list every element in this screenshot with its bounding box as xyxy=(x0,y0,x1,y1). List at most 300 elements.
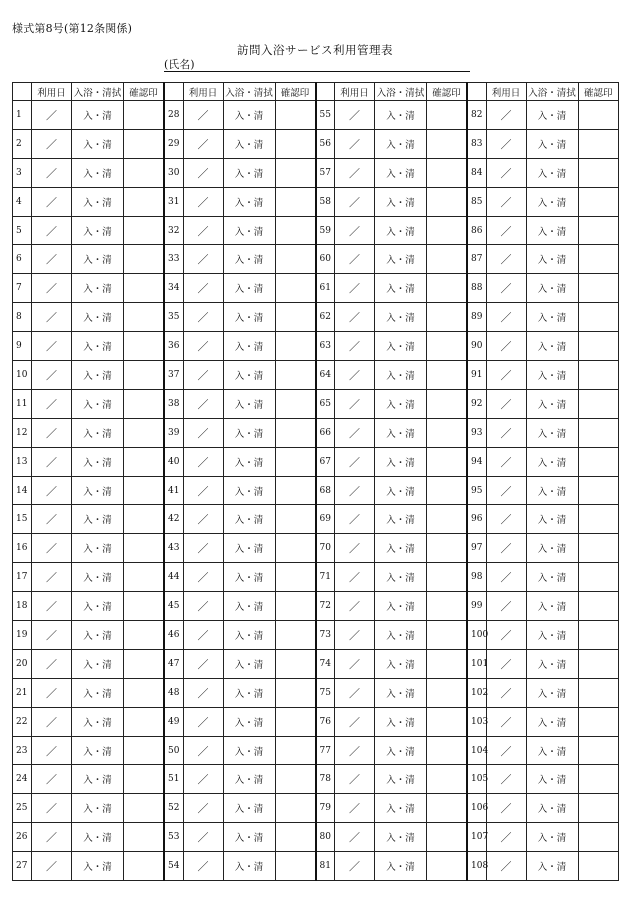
bath-type-cell[interactable]: 入・清 xyxy=(375,216,427,245)
confirm-seal-cell[interactable] xyxy=(275,852,316,881)
confirm-seal-cell[interactable] xyxy=(578,187,619,216)
use-date-cell[interactable]: ／ xyxy=(183,563,223,592)
bath-type-cell[interactable]: 入・清 xyxy=(375,274,427,303)
confirm-seal-cell[interactable] xyxy=(578,389,619,418)
confirm-seal-cell[interactable] xyxy=(275,678,316,707)
use-date-cell[interactable]: ／ xyxy=(486,274,526,303)
confirm-seal-cell[interactable] xyxy=(427,534,468,563)
confirm-seal-cell[interactable] xyxy=(578,852,619,881)
use-date-cell[interactable]: ／ xyxy=(486,592,526,621)
confirm-seal-cell[interactable] xyxy=(578,332,619,361)
confirm-seal-cell[interactable] xyxy=(578,707,619,736)
confirm-seal-cell[interactable] xyxy=(124,592,165,621)
use-date-cell[interactable]: ／ xyxy=(335,534,375,563)
bath-type-cell[interactable]: 入・清 xyxy=(72,592,124,621)
confirm-seal-cell[interactable] xyxy=(124,187,165,216)
confirm-seal-cell[interactable] xyxy=(275,707,316,736)
bath-type-cell[interactable]: 入・清 xyxy=(72,245,124,274)
confirm-seal-cell[interactable] xyxy=(275,534,316,563)
use-date-cell[interactable]: ／ xyxy=(486,418,526,447)
use-date-cell[interactable]: ／ xyxy=(32,361,72,390)
bath-type-cell[interactable]: 入・清 xyxy=(72,794,124,823)
bath-type-cell[interactable]: 入・清 xyxy=(526,852,578,881)
confirm-seal-cell[interactable] xyxy=(275,736,316,765)
confirm-seal-cell[interactable] xyxy=(275,794,316,823)
confirm-seal-cell[interactable] xyxy=(427,389,468,418)
confirm-seal-cell[interactable] xyxy=(275,245,316,274)
confirm-seal-cell[interactable] xyxy=(578,534,619,563)
bath-type-cell[interactable]: 入・清 xyxy=(526,736,578,765)
confirm-seal-cell[interactable] xyxy=(124,101,165,130)
bath-type-cell[interactable]: 入・清 xyxy=(526,563,578,592)
confirm-seal-cell[interactable] xyxy=(427,129,468,158)
confirm-seal-cell[interactable] xyxy=(427,332,468,361)
use-date-cell[interactable]: ／ xyxy=(183,534,223,563)
confirm-seal-cell[interactable] xyxy=(275,216,316,245)
confirm-seal-cell[interactable] xyxy=(275,158,316,187)
use-date-cell[interactable]: ／ xyxy=(486,736,526,765)
bath-type-cell[interactable]: 入・清 xyxy=(223,621,275,650)
bath-type-cell[interactable]: 入・清 xyxy=(72,823,124,852)
confirm-seal-cell[interactable] xyxy=(578,361,619,390)
confirm-seal-cell[interactable] xyxy=(578,736,619,765)
use-date-cell[interactable]: ／ xyxy=(486,476,526,505)
bath-type-cell[interactable]: 入・清 xyxy=(72,649,124,678)
confirm-seal-cell[interactable] xyxy=(275,129,316,158)
confirm-seal-cell[interactable] xyxy=(124,707,165,736)
confirm-seal-cell[interactable] xyxy=(124,505,165,534)
confirm-seal-cell[interactable] xyxy=(578,129,619,158)
confirm-seal-cell[interactable] xyxy=(427,707,468,736)
use-date-cell[interactable]: ／ xyxy=(486,534,526,563)
confirm-seal-cell[interactable] xyxy=(427,505,468,534)
use-date-cell[interactable]: ／ xyxy=(486,765,526,794)
confirm-seal-cell[interactable] xyxy=(427,794,468,823)
use-date-cell[interactable]: ／ xyxy=(335,389,375,418)
confirm-seal-cell[interactable] xyxy=(427,447,468,476)
bath-type-cell[interactable]: 入・清 xyxy=(526,794,578,823)
use-date-cell[interactable]: ／ xyxy=(32,736,72,765)
use-date-cell[interactable]: ／ xyxy=(335,361,375,390)
bath-type-cell[interactable]: 入・清 xyxy=(375,563,427,592)
bath-type-cell[interactable]: 入・清 xyxy=(72,534,124,563)
confirm-seal-cell[interactable] xyxy=(578,563,619,592)
bath-type-cell[interactable]: 入・清 xyxy=(223,389,275,418)
use-date-cell[interactable]: ／ xyxy=(335,158,375,187)
use-date-cell[interactable]: ／ xyxy=(32,678,72,707)
confirm-seal-cell[interactable] xyxy=(124,447,165,476)
bath-type-cell[interactable]: 入・清 xyxy=(223,794,275,823)
use-date-cell[interactable]: ／ xyxy=(486,303,526,332)
bath-type-cell[interactable]: 入・清 xyxy=(223,245,275,274)
use-date-cell[interactable]: ／ xyxy=(32,505,72,534)
confirm-seal-cell[interactable] xyxy=(124,621,165,650)
confirm-seal-cell[interactable] xyxy=(275,332,316,361)
confirm-seal-cell[interactable] xyxy=(427,621,468,650)
confirm-seal-cell[interactable] xyxy=(427,303,468,332)
confirm-seal-cell[interactable] xyxy=(578,505,619,534)
bath-type-cell[interactable]: 入・清 xyxy=(526,158,578,187)
bath-type-cell[interactable]: 入・清 xyxy=(526,303,578,332)
confirm-seal-cell[interactable] xyxy=(124,303,165,332)
use-date-cell[interactable]: ／ xyxy=(486,563,526,592)
use-date-cell[interactable]: ／ xyxy=(335,707,375,736)
bath-type-cell[interactable]: 入・清 xyxy=(375,592,427,621)
use-date-cell[interactable]: ／ xyxy=(486,678,526,707)
name-field[interactable] xyxy=(164,58,470,72)
bath-type-cell[interactable]: 入・清 xyxy=(526,447,578,476)
use-date-cell[interactable]: ／ xyxy=(32,216,72,245)
confirm-seal-cell[interactable] xyxy=(124,158,165,187)
use-date-cell[interactable]: ／ xyxy=(183,649,223,678)
bath-type-cell[interactable]: 入・清 xyxy=(223,216,275,245)
bath-type-cell[interactable]: 入・清 xyxy=(72,563,124,592)
use-date-cell[interactable]: ／ xyxy=(183,101,223,130)
bath-type-cell[interactable]: 入・清 xyxy=(375,621,427,650)
use-date-cell[interactable]: ／ xyxy=(183,158,223,187)
confirm-seal-cell[interactable] xyxy=(427,245,468,274)
use-date-cell[interactable]: ／ xyxy=(486,794,526,823)
use-date-cell[interactable]: ／ xyxy=(32,707,72,736)
confirm-seal-cell[interactable] xyxy=(427,852,468,881)
confirm-seal-cell[interactable] xyxy=(124,678,165,707)
confirm-seal-cell[interactable] xyxy=(578,447,619,476)
use-date-cell[interactable]: ／ xyxy=(486,361,526,390)
bath-type-cell[interactable]: 入・清 xyxy=(526,505,578,534)
confirm-seal-cell[interactable] xyxy=(124,129,165,158)
confirm-seal-cell[interactable] xyxy=(124,794,165,823)
use-date-cell[interactable]: ／ xyxy=(335,736,375,765)
bath-type-cell[interactable]: 入・清 xyxy=(72,505,124,534)
confirm-seal-cell[interactable] xyxy=(427,563,468,592)
bath-type-cell[interactable]: 入・清 xyxy=(375,823,427,852)
bath-type-cell[interactable]: 入・清 xyxy=(72,736,124,765)
confirm-seal-cell[interactable] xyxy=(427,216,468,245)
use-date-cell[interactable]: ／ xyxy=(335,332,375,361)
bath-type-cell[interactable]: 入・清 xyxy=(72,332,124,361)
use-date-cell[interactable]: ／ xyxy=(32,621,72,650)
use-date-cell[interactable]: ／ xyxy=(183,274,223,303)
bath-type-cell[interactable]: 入・清 xyxy=(526,274,578,303)
bath-type-cell[interactable]: 入・清 xyxy=(375,418,427,447)
use-date-cell[interactable]: ／ xyxy=(335,129,375,158)
use-date-cell[interactable]: ／ xyxy=(335,101,375,130)
use-date-cell[interactable]: ／ xyxy=(32,303,72,332)
use-date-cell[interactable]: ／ xyxy=(32,158,72,187)
use-date-cell[interactable]: ／ xyxy=(486,129,526,158)
use-date-cell[interactable]: ／ xyxy=(486,187,526,216)
use-date-cell[interactable]: ／ xyxy=(335,245,375,274)
use-date-cell[interactable]: ／ xyxy=(32,447,72,476)
confirm-seal-cell[interactable] xyxy=(427,678,468,707)
bath-type-cell[interactable]: 入・清 xyxy=(375,303,427,332)
use-date-cell[interactable]: ／ xyxy=(335,418,375,447)
bath-type-cell[interactable]: 入・清 xyxy=(375,361,427,390)
use-date-cell[interactable]: ／ xyxy=(183,592,223,621)
use-date-cell[interactable]: ／ xyxy=(486,245,526,274)
bath-type-cell[interactable]: 入・清 xyxy=(526,418,578,447)
use-date-cell[interactable]: ／ xyxy=(32,534,72,563)
bath-type-cell[interactable]: 入・清 xyxy=(375,649,427,678)
confirm-seal-cell[interactable] xyxy=(578,794,619,823)
confirm-seal-cell[interactable] xyxy=(124,736,165,765)
bath-type-cell[interactable]: 入・清 xyxy=(526,101,578,130)
bath-type-cell[interactable]: 入・清 xyxy=(375,158,427,187)
bath-type-cell[interactable]: 入・清 xyxy=(223,852,275,881)
bath-type-cell[interactable]: 入・清 xyxy=(375,332,427,361)
confirm-seal-cell[interactable] xyxy=(427,274,468,303)
use-date-cell[interactable]: ／ xyxy=(335,678,375,707)
confirm-seal-cell[interactable] xyxy=(124,332,165,361)
bath-type-cell[interactable]: 入・清 xyxy=(375,852,427,881)
bath-type-cell[interactable]: 入・清 xyxy=(223,361,275,390)
bath-type-cell[interactable]: 入・清 xyxy=(375,447,427,476)
confirm-seal-cell[interactable] xyxy=(124,476,165,505)
bath-type-cell[interactable]: 入・清 xyxy=(223,187,275,216)
bath-type-cell[interactable]: 入・清 xyxy=(375,245,427,274)
use-date-cell[interactable]: ／ xyxy=(486,332,526,361)
use-date-cell[interactable]: ／ xyxy=(335,216,375,245)
confirm-seal-cell[interactable] xyxy=(275,101,316,130)
confirm-seal-cell[interactable] xyxy=(124,649,165,678)
confirm-seal-cell[interactable] xyxy=(578,303,619,332)
bath-type-cell[interactable]: 入・清 xyxy=(526,678,578,707)
use-date-cell[interactable]: ／ xyxy=(32,274,72,303)
use-date-cell[interactable]: ／ xyxy=(183,187,223,216)
bath-type-cell[interactable]: 入・清 xyxy=(72,101,124,130)
use-date-cell[interactable]: ／ xyxy=(183,476,223,505)
bath-type-cell[interactable]: 入・清 xyxy=(223,534,275,563)
bath-type-cell[interactable]: 入・清 xyxy=(526,389,578,418)
use-date-cell[interactable]: ／ xyxy=(486,447,526,476)
bath-type-cell[interactable]: 入・清 xyxy=(72,303,124,332)
bath-type-cell[interactable]: 入・清 xyxy=(375,389,427,418)
confirm-seal-cell[interactable] xyxy=(275,823,316,852)
use-date-cell[interactable]: ／ xyxy=(32,389,72,418)
bath-type-cell[interactable]: 入・清 xyxy=(72,678,124,707)
confirm-seal-cell[interactable] xyxy=(275,361,316,390)
confirm-seal-cell[interactable] xyxy=(578,158,619,187)
confirm-seal-cell[interactable] xyxy=(275,476,316,505)
use-date-cell[interactable]: ／ xyxy=(335,823,375,852)
bath-type-cell[interactable]: 入・清 xyxy=(526,187,578,216)
use-date-cell[interactable]: ／ xyxy=(32,649,72,678)
confirm-seal-cell[interactable] xyxy=(275,765,316,794)
use-date-cell[interactable]: ／ xyxy=(183,823,223,852)
confirm-seal-cell[interactable] xyxy=(578,592,619,621)
bath-type-cell[interactable]: 入・清 xyxy=(72,216,124,245)
use-date-cell[interactable]: ／ xyxy=(335,563,375,592)
use-date-cell[interactable]: ／ xyxy=(335,187,375,216)
use-date-cell[interactable]: ／ xyxy=(183,129,223,158)
use-date-cell[interactable]: ／ xyxy=(335,852,375,881)
use-date-cell[interactable]: ／ xyxy=(32,852,72,881)
use-date-cell[interactable]: ／ xyxy=(486,707,526,736)
bath-type-cell[interactable]: 入・清 xyxy=(223,563,275,592)
confirm-seal-cell[interactable] xyxy=(578,678,619,707)
confirm-seal-cell[interactable] xyxy=(124,216,165,245)
confirm-seal-cell[interactable] xyxy=(275,187,316,216)
use-date-cell[interactable]: ／ xyxy=(32,592,72,621)
use-date-cell[interactable]: ／ xyxy=(486,621,526,650)
bath-type-cell[interactable]: 入・清 xyxy=(223,476,275,505)
bath-type-cell[interactable]: 入・清 xyxy=(223,592,275,621)
confirm-seal-cell[interactable] xyxy=(578,823,619,852)
bath-type-cell[interactable]: 入・清 xyxy=(375,129,427,158)
bath-type-cell[interactable]: 入・清 xyxy=(72,707,124,736)
bath-type-cell[interactable]: 入・清 xyxy=(375,707,427,736)
confirm-seal-cell[interactable] xyxy=(124,563,165,592)
confirm-seal-cell[interactable] xyxy=(427,101,468,130)
confirm-seal-cell[interactable] xyxy=(124,765,165,794)
confirm-seal-cell[interactable] xyxy=(578,621,619,650)
confirm-seal-cell[interactable] xyxy=(578,274,619,303)
confirm-seal-cell[interactable] xyxy=(427,418,468,447)
bath-type-cell[interactable]: 入・清 xyxy=(223,765,275,794)
use-date-cell[interactable]: ／ xyxy=(335,274,375,303)
confirm-seal-cell[interactable] xyxy=(124,389,165,418)
bath-type-cell[interactable]: 入・清 xyxy=(375,736,427,765)
bath-type-cell[interactable]: 入・清 xyxy=(526,361,578,390)
confirm-seal-cell[interactable] xyxy=(124,823,165,852)
use-date-cell[interactable]: ／ xyxy=(183,621,223,650)
use-date-cell[interactable]: ／ xyxy=(32,765,72,794)
use-date-cell[interactable]: ／ xyxy=(183,245,223,274)
bath-type-cell[interactable]: 入・清 xyxy=(72,765,124,794)
confirm-seal-cell[interactable] xyxy=(275,274,316,303)
use-date-cell[interactable]: ／ xyxy=(32,823,72,852)
confirm-seal-cell[interactable] xyxy=(427,649,468,678)
confirm-seal-cell[interactable] xyxy=(275,447,316,476)
bath-type-cell[interactable]: 入・清 xyxy=(526,649,578,678)
bath-type-cell[interactable]: 入・清 xyxy=(72,852,124,881)
confirm-seal-cell[interactable] xyxy=(124,852,165,881)
use-date-cell[interactable]: ／ xyxy=(183,389,223,418)
confirm-seal-cell[interactable] xyxy=(427,765,468,794)
bath-type-cell[interactable]: 入・清 xyxy=(72,158,124,187)
use-date-cell[interactable]: ／ xyxy=(32,101,72,130)
bath-type-cell[interactable]: 入・清 xyxy=(375,476,427,505)
confirm-seal-cell[interactable] xyxy=(578,418,619,447)
bath-type-cell[interactable]: 入・清 xyxy=(526,129,578,158)
confirm-seal-cell[interactable] xyxy=(275,621,316,650)
confirm-seal-cell[interactable] xyxy=(124,245,165,274)
bath-type-cell[interactable]: 入・清 xyxy=(526,707,578,736)
bath-type-cell[interactable]: 入・清 xyxy=(223,303,275,332)
confirm-seal-cell[interactable] xyxy=(427,187,468,216)
use-date-cell[interactable]: ／ xyxy=(486,216,526,245)
bath-type-cell[interactable]: 入・清 xyxy=(72,274,124,303)
bath-type-cell[interactable]: 入・清 xyxy=(223,332,275,361)
use-date-cell[interactable]: ／ xyxy=(335,447,375,476)
confirm-seal-cell[interactable] xyxy=(275,649,316,678)
confirm-seal-cell[interactable] xyxy=(427,736,468,765)
bath-type-cell[interactable]: 入・清 xyxy=(223,736,275,765)
bath-type-cell[interactable]: 入・清 xyxy=(72,418,124,447)
use-date-cell[interactable]: ／ xyxy=(32,563,72,592)
use-date-cell[interactable]: ／ xyxy=(486,158,526,187)
confirm-seal-cell[interactable] xyxy=(275,389,316,418)
use-date-cell[interactable]: ／ xyxy=(335,303,375,332)
confirm-seal-cell[interactable] xyxy=(124,361,165,390)
use-date-cell[interactable]: ／ xyxy=(335,649,375,678)
bath-type-cell[interactable]: 入・清 xyxy=(72,621,124,650)
use-date-cell[interactable]: ／ xyxy=(183,765,223,794)
confirm-seal-cell[interactable] xyxy=(427,592,468,621)
use-date-cell[interactable]: ／ xyxy=(32,245,72,274)
bath-type-cell[interactable]: 入・清 xyxy=(223,129,275,158)
confirm-seal-cell[interactable] xyxy=(124,274,165,303)
use-date-cell[interactable]: ／ xyxy=(183,418,223,447)
bath-type-cell[interactable]: 入・清 xyxy=(526,621,578,650)
bath-type-cell[interactable]: 入・清 xyxy=(526,765,578,794)
confirm-seal-cell[interactable] xyxy=(578,649,619,678)
bath-type-cell[interactable]: 入・清 xyxy=(72,187,124,216)
use-date-cell[interactable]: ／ xyxy=(183,736,223,765)
bath-type-cell[interactable]: 入・清 xyxy=(223,707,275,736)
bath-type-cell[interactable]: 入・清 xyxy=(375,505,427,534)
use-date-cell[interactable]: ／ xyxy=(486,852,526,881)
use-date-cell[interactable]: ／ xyxy=(183,303,223,332)
bath-type-cell[interactable]: 入・清 xyxy=(223,505,275,534)
bath-type-cell[interactable]: 入・清 xyxy=(375,765,427,794)
confirm-seal-cell[interactable] xyxy=(124,534,165,563)
use-date-cell[interactable]: ／ xyxy=(486,101,526,130)
confirm-seal-cell[interactable] xyxy=(275,592,316,621)
confirm-seal-cell[interactable] xyxy=(275,563,316,592)
bath-type-cell[interactable]: 入・清 xyxy=(223,678,275,707)
bath-type-cell[interactable]: 入・清 xyxy=(223,274,275,303)
bath-type-cell[interactable]: 入・清 xyxy=(526,332,578,361)
use-date-cell[interactable]: ／ xyxy=(32,476,72,505)
bath-type-cell[interactable]: 入・清 xyxy=(223,158,275,187)
use-date-cell[interactable]: ／ xyxy=(183,794,223,823)
bath-type-cell[interactable]: 入・清 xyxy=(223,823,275,852)
use-date-cell[interactable]: ／ xyxy=(486,823,526,852)
use-date-cell[interactable]: ／ xyxy=(335,621,375,650)
confirm-seal-cell[interactable] xyxy=(578,476,619,505)
confirm-seal-cell[interactable] xyxy=(124,418,165,447)
use-date-cell[interactable]: ／ xyxy=(183,678,223,707)
bath-type-cell[interactable]: 入・清 xyxy=(223,447,275,476)
use-date-cell[interactable]: ／ xyxy=(183,852,223,881)
bath-type-cell[interactable]: 入・清 xyxy=(375,101,427,130)
bath-type-cell[interactable]: 入・清 xyxy=(526,592,578,621)
bath-type-cell[interactable]: 入・清 xyxy=(526,476,578,505)
bath-type-cell[interactable]: 入・清 xyxy=(72,447,124,476)
use-date-cell[interactable]: ／ xyxy=(335,794,375,823)
bath-type-cell[interactable]: 入・清 xyxy=(375,794,427,823)
use-date-cell[interactable]: ／ xyxy=(32,332,72,361)
confirm-seal-cell[interactable] xyxy=(578,216,619,245)
bath-type-cell[interactable]: 入・清 xyxy=(375,187,427,216)
bath-type-cell[interactable]: 入・清 xyxy=(72,389,124,418)
bath-type-cell[interactable]: 入・清 xyxy=(223,418,275,447)
use-date-cell[interactable]: ／ xyxy=(32,129,72,158)
use-date-cell[interactable]: ／ xyxy=(32,418,72,447)
confirm-seal-cell[interactable] xyxy=(427,476,468,505)
bath-type-cell[interactable]: 入・清 xyxy=(526,216,578,245)
confirm-seal-cell[interactable] xyxy=(275,418,316,447)
confirm-seal-cell[interactable] xyxy=(578,765,619,794)
use-date-cell[interactable]: ／ xyxy=(183,361,223,390)
use-date-cell[interactable]: ／ xyxy=(486,505,526,534)
use-date-cell[interactable]: ／ xyxy=(183,707,223,736)
use-date-cell[interactable]: ／ xyxy=(486,389,526,418)
confirm-seal-cell[interactable] xyxy=(427,361,468,390)
bath-type-cell[interactable]: 入・清 xyxy=(72,361,124,390)
bath-type-cell[interactable]: 入・清 xyxy=(223,101,275,130)
